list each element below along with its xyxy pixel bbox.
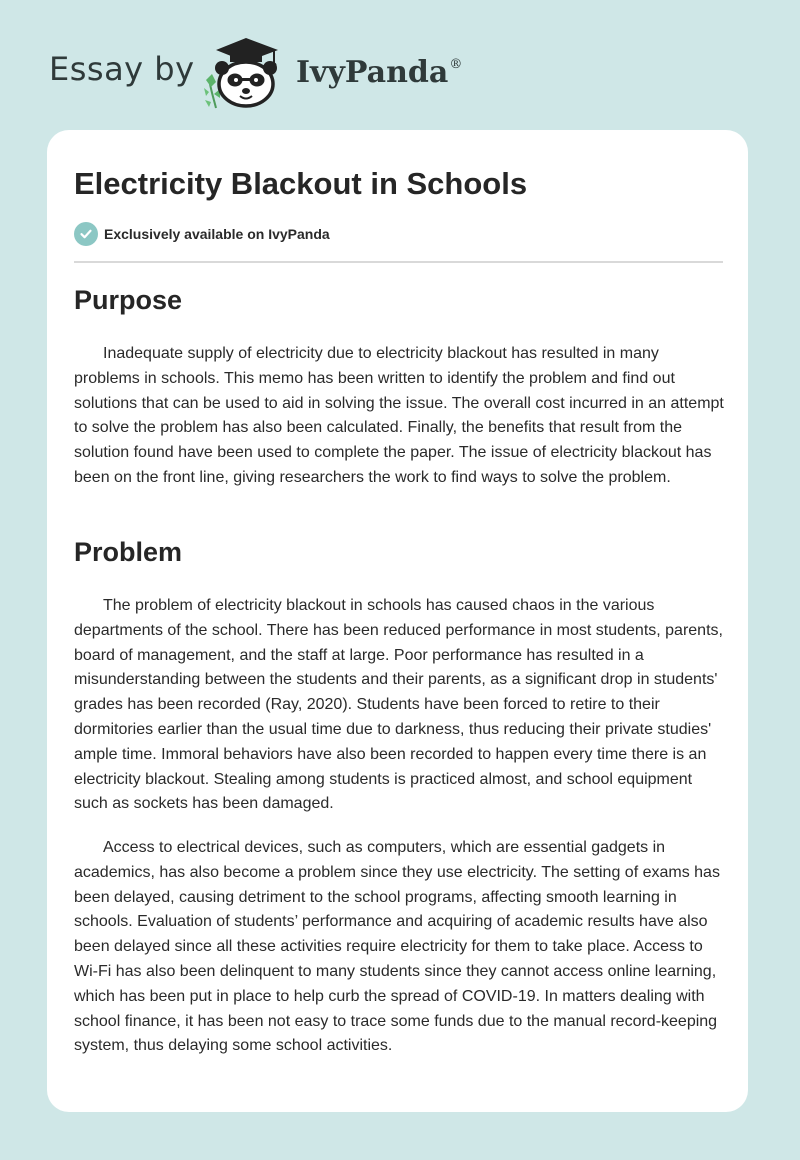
ivypanda-logo-icon[interactable] [202, 34, 290, 110]
divider [74, 261, 723, 263]
paragraph: The problem of electricity blackout in schools has caused chaos in the various departments of the school. There has been reduced performance in most students, parents, board of management, and the staff at large. Poor performance has resulted in a misunderstanding between the students and their parents, as a significant drop in students' grades has been recorded (Ray, 2020). Students have been forced to retire to their dormitories earlier than the usual time due to darkness, thus reducing their private studies' ample time. Immoral behaviors have also been recorded to happen every time there is an electricity blackout. Stealing among students is practiced almost, and school equipment such as sockets has been damaged. [74, 597, 723, 813]
section-heading-purpose: Purpose [74, 285, 183, 315]
exclusive-badge-label: Exclusively available on IvyPanda [104, 226, 330, 242]
site-header [0, 0, 800, 130]
brand-name-text: IvyPanda [296, 55, 449, 90]
exclusive-badge [74, 222, 330, 246]
page-title: Electricity Blackout in Schools [74, 166, 528, 201]
paragraph: Access to electrical devices, such as computers, which are essential gadgets in academics, has also become a problem since they use electricity. The setting of exams has been delayed, causing detriment to the school programs, affecting smooth learning in schools. Evaluation of students’ performance and acquiring of academic results have also been delayed since all these activities require electricity for them to take place. Access to Wi-Fi has also been delinquent to many students since they cannot access online learning, which has been put in place to help curb the spread of COVID-19. In matters dealing with school finance, it has been not easy to trace some funds due to the manual record-keeping system, thus delaying some school activities. [74, 839, 720, 1055]
paragraph: Inadequate supply of electricity due to electricity blackout has resulted in many problems in schools. This memo has been written to identify the problem and find out solutions that can be used to aid in solving the issue. The overall cost incurred in an attempt to solve the problem has also been calculated. Finally, the benefits that result from the solution found have been used to complete the paper. The issue of electricity blackout has been on the front line, giving researchers the work to find ways to solve the problem. [74, 345, 724, 486]
check-icon [74, 222, 98, 246]
essay-by-label: Essay by [49, 50, 195, 88]
brand-name[interactable] [296, 55, 462, 90]
article-card [47, 130, 748, 1112]
section-heading-problem: Problem [74, 537, 183, 567]
registered-mark: ® [449, 57, 463, 72]
